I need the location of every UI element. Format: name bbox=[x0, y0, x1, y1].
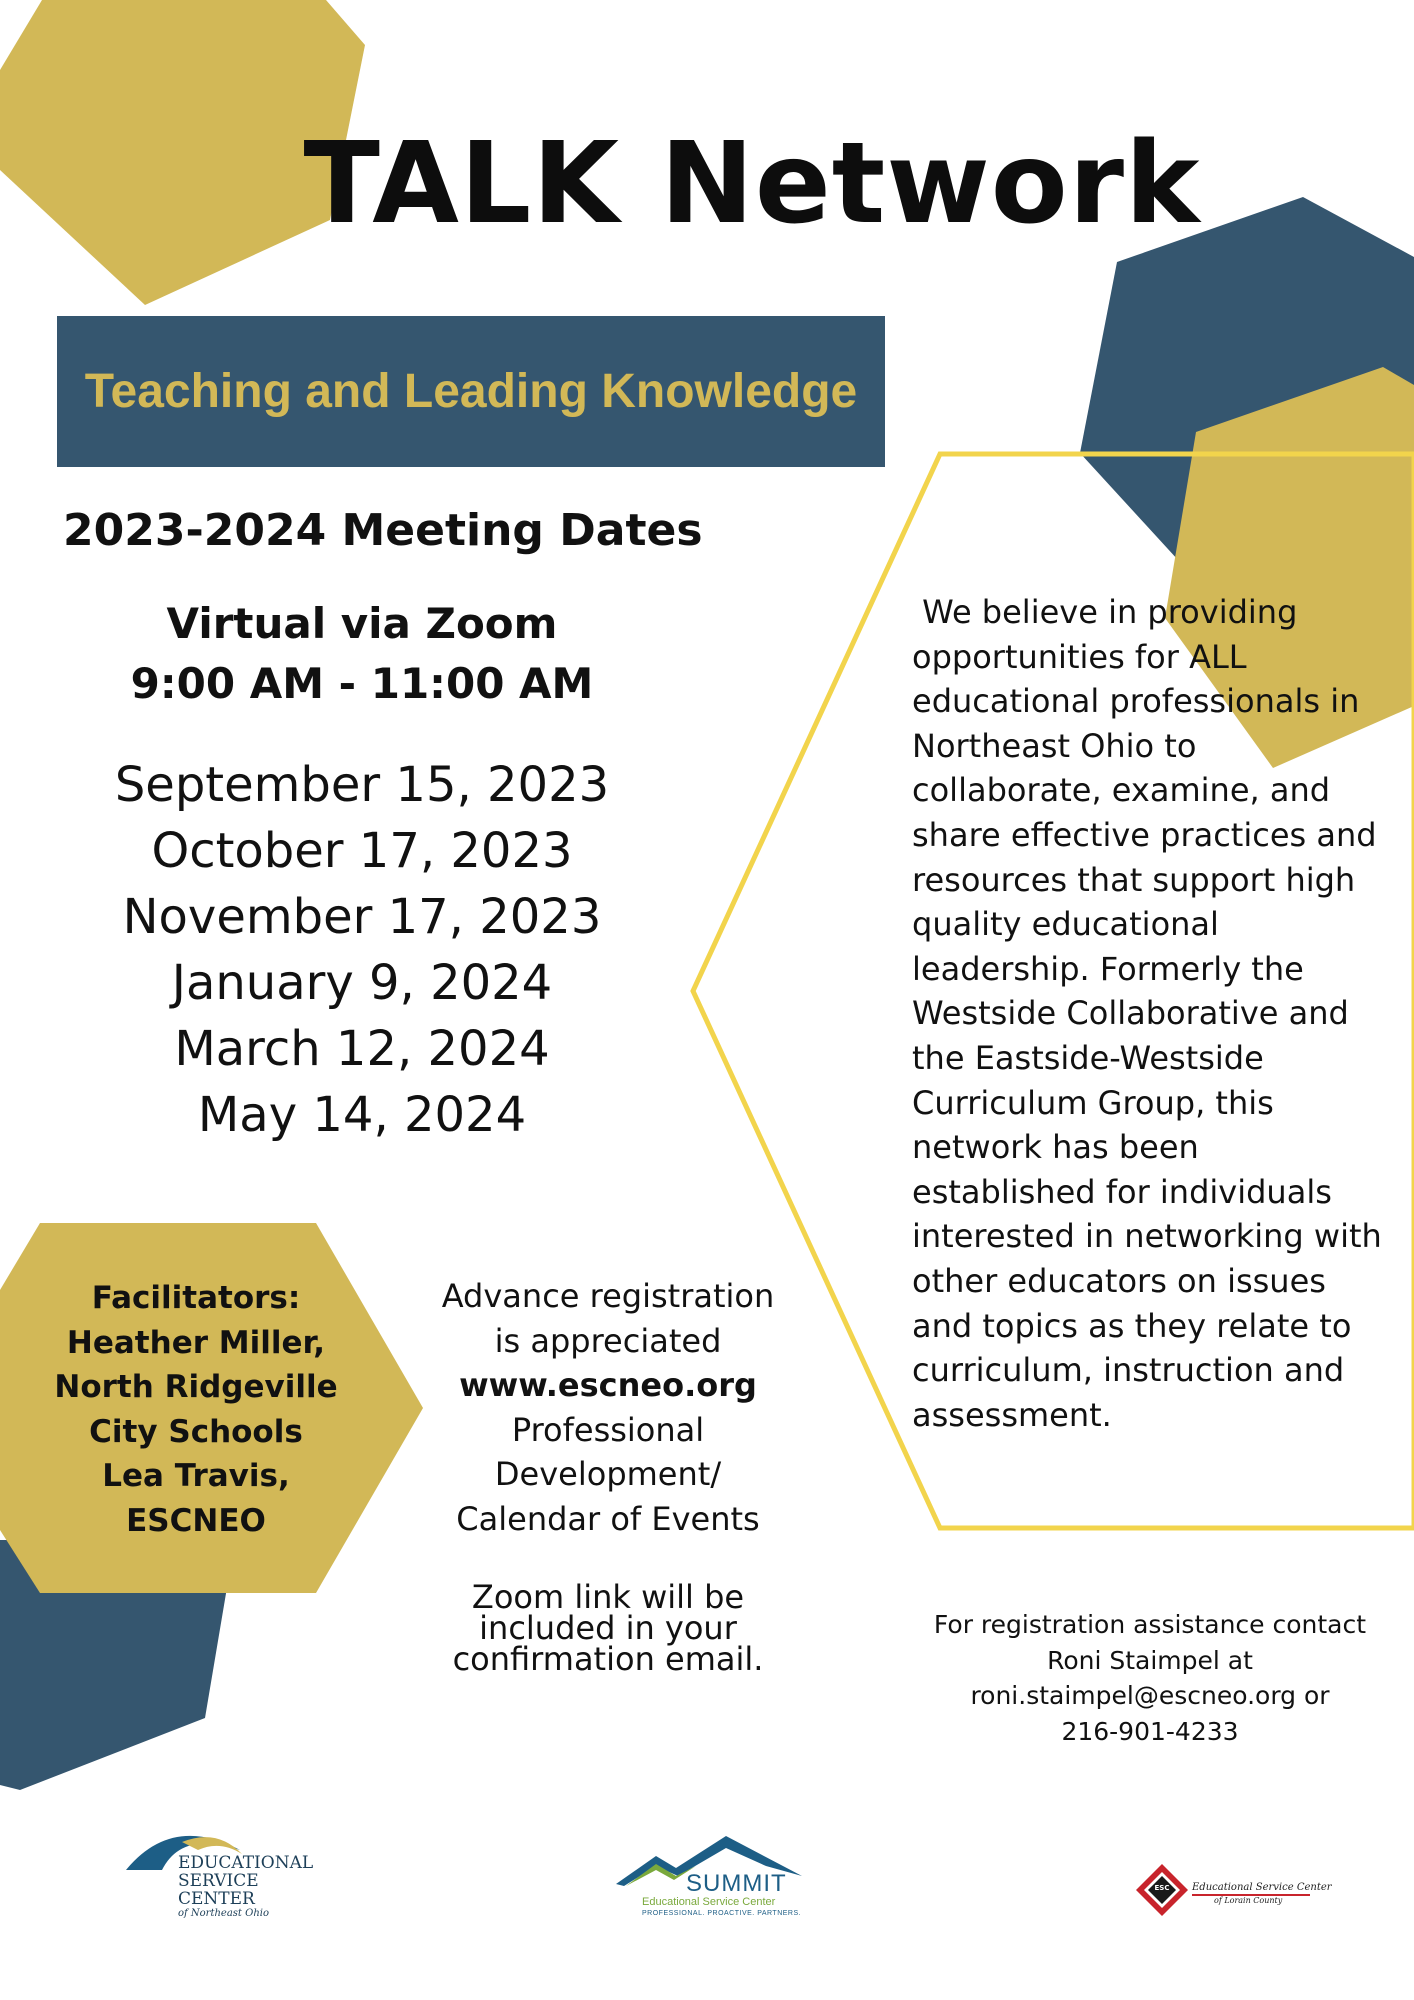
meeting-date: October 17, 2023 bbox=[151, 823, 573, 879]
about-line: and topics as they relate to bbox=[912, 1306, 1352, 1345]
about-line: We believe in providing bbox=[912, 593, 1298, 631]
about-line: leadership. Formerly the bbox=[912, 949, 1304, 988]
meeting-date: March 12, 2024 bbox=[174, 1021, 550, 1077]
zoom-note-line: Zoom link will be bbox=[471, 1578, 745, 1616]
registration-block bbox=[425, 1274, 791, 1541]
about-line: curriculum, instruction and bbox=[912, 1351, 1345, 1390]
lorain-logo-line: Educational Service Center bbox=[1192, 1882, 1332, 1893]
meeting-date: May 14, 2024 bbox=[197, 1087, 527, 1143]
facilitators-line: North Ridgeville bbox=[54, 1369, 338, 1405]
zoom-note-line: included in your bbox=[479, 1609, 737, 1647]
contact-line: For registration assistance contact bbox=[933, 1610, 1367, 1639]
lorain-badge-text: ESC bbox=[1154, 1884, 1170, 1892]
page-title: TALK Network bbox=[303, 119, 1201, 249]
about-line: share effective practices and bbox=[912, 815, 1377, 854]
about-line: established for individuals bbox=[912, 1172, 1332, 1211]
contact-phone: 216-901-4233 bbox=[1061, 1716, 1239, 1746]
esc-logo-line: SERVICE bbox=[178, 1871, 259, 1891]
summit-tagline: PROFESSIONAL. PROACTIVE. PARTNERS. bbox=[642, 1910, 802, 1917]
about-line: interested in networking with bbox=[912, 1217, 1382, 1256]
meeting-time-line: 9:00 AM - 11:00 AM bbox=[130, 659, 594, 708]
meeting-dates-heading: 2023-2024 Meeting Dates bbox=[63, 505, 703, 556]
facilitators-line: Lea Travis, bbox=[102, 1458, 290, 1494]
registration-line: Professional bbox=[511, 1410, 705, 1449]
about-line: collaborate, examine, and bbox=[912, 771, 1331, 810]
about-line: quality educational bbox=[912, 905, 1219, 944]
subtitle-text: Teaching and Leading Knowledge bbox=[84, 365, 858, 418]
contact-email-link[interactable]: roni.staimpel@escneo.org or bbox=[970, 1681, 1330, 1710]
summit-esc-logo bbox=[616, 1836, 802, 1920]
about-paragraph bbox=[912, 590, 1382, 1437]
about-line: assessment. bbox=[912, 1395, 1112, 1434]
subtitle-banner bbox=[57, 316, 885, 467]
meeting-date: January 9, 2024 bbox=[171, 955, 553, 1011]
summit-name: SUMMIT bbox=[686, 1870, 787, 1897]
lorain-logo-line: of Lorain County bbox=[1214, 1896, 1283, 1905]
registration-line: Calendar of Events bbox=[456, 1499, 760, 1538]
contact-line: Roni Staimpel at bbox=[1047, 1645, 1253, 1675]
meeting-format bbox=[60, 594, 664, 714]
meeting-date: September 15, 2023 bbox=[114, 757, 610, 813]
about-line: opportunities for ALL bbox=[912, 637, 1247, 676]
facilitators-line: Heather Miller, bbox=[66, 1324, 326, 1361]
about-line: educational professionals in bbox=[912, 682, 1360, 721]
zoom-note-line: confirmation email. bbox=[452, 1640, 764, 1678]
registration-line: Advance registration bbox=[441, 1277, 775, 1315]
about-line: other educators on issues bbox=[912, 1261, 1326, 1300]
registration-url-link[interactable]: www.escneo.org bbox=[459, 1366, 757, 1404]
contact-block bbox=[915, 1607, 1385, 1749]
esc-logo-line: CENTER bbox=[178, 1889, 255, 1909]
about-line: resources that support high bbox=[912, 860, 1356, 899]
facilitators-line: Facilitators: bbox=[91, 1280, 301, 1316]
esc-lorain-county-logo bbox=[1134, 1862, 1332, 1922]
esc-logo-line: of Northeast Ohio bbox=[178, 1908, 269, 1919]
registration-line: is appreciated bbox=[494, 1321, 722, 1360]
about-line: the Eastside-Westside bbox=[912, 1038, 1264, 1077]
registration-line: Development/ bbox=[494, 1455, 722, 1493]
facilitators-line: ESCNEO bbox=[126, 1502, 266, 1539]
esc-logo-line: EDUCATIONAL bbox=[178, 1853, 314, 1873]
about-line: Curriculum Group, this bbox=[912, 1083, 1274, 1122]
about-line: Westside Collaborative and bbox=[912, 994, 1349, 1033]
about-line: network has been bbox=[912, 1128, 1199, 1167]
facilitators-line: City Schools bbox=[89, 1413, 303, 1450]
about-line: Northeast Ohio to bbox=[912, 726, 1197, 765]
esc-northeast-ohio-logo bbox=[122, 1820, 322, 1920]
zoom-note bbox=[425, 1578, 791, 1678]
meeting-date-list bbox=[60, 752, 664, 1148]
meeting-format-line: Virtual via Zoom bbox=[166, 599, 558, 648]
meeting-date: November 17, 2023 bbox=[122, 889, 602, 945]
facilitators-block bbox=[20, 1276, 372, 1543]
summit-subtitle: Educational Service Center bbox=[642, 1896, 776, 1908]
